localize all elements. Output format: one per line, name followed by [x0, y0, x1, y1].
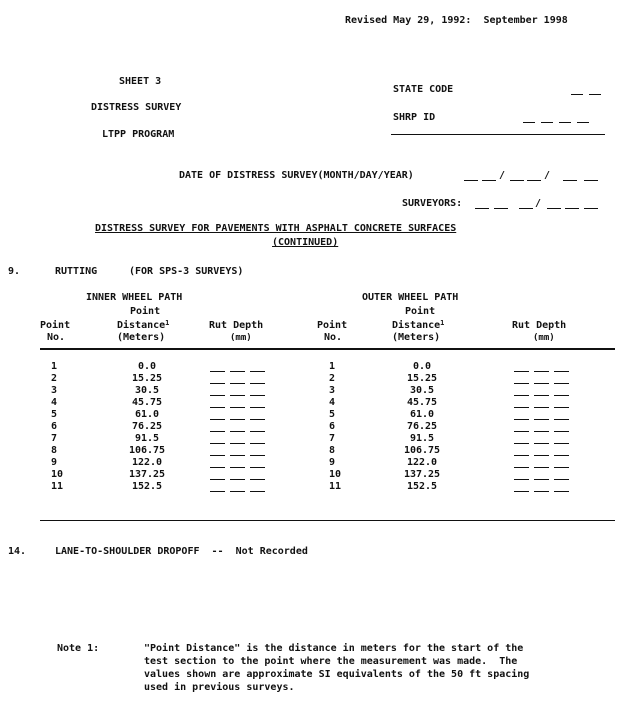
- outer-rut-depth-blank[interactable]: [534, 407, 549, 408]
- inner-point-distance: 0.0: [137, 361, 157, 372]
- outer-rut-depth-blank[interactable]: [514, 419, 529, 420]
- revision-date: Revised May 29, 1992: September 1998: [345, 15, 568, 26]
- footnote-line-2: test section to the point where the measurement was made. The: [144, 656, 518, 667]
- surveyor-sep: /: [535, 198, 542, 209]
- outer-point-distance: 0.0: [412, 361, 432, 372]
- outer-col-dist-3: (Meters): [392, 332, 441, 343]
- inner-col-rut-1: Rut Depth: [209, 320, 264, 331]
- inner-point-no: 11: [51, 481, 64, 492]
- inner-point-no: 9: [51, 457, 58, 468]
- inner-point-distance: 45.75: [131, 397, 163, 408]
- outer-point-no: 6: [329, 421, 336, 432]
- outer-point-no: 3: [329, 385, 336, 396]
- section-9-label: RUTTING: [55, 266, 98, 277]
- outer-rut-depth-blank[interactable]: [534, 419, 549, 420]
- inner-rut-depth-blank[interactable]: [230, 467, 245, 468]
- outer-point-no: 8: [329, 445, 336, 456]
- outer-point-distance: 152.5: [406, 481, 438, 492]
- outer-col-point-no-1: Point: [317, 320, 348, 331]
- inner-rut-depth-blank[interactable]: [250, 443, 265, 444]
- inner-rut-depth-blank[interactable]: [250, 479, 265, 480]
- outer-col-rut-1: Rut Depth: [512, 320, 567, 331]
- outer-col-rut-2: (mm): [533, 333, 555, 343]
- outer-rut-depth-blank[interactable]: [534, 431, 549, 432]
- sheet-number: SHEET 3: [119, 76, 162, 87]
- outer-col-dist-2: Distance$^1$: [392, 319, 445, 331]
- inner-col-point-no-1: Point: [40, 320, 71, 331]
- inner-rut-depth-blank[interactable]: [230, 371, 245, 372]
- inner-rut-depth-blank[interactable]: [250, 383, 265, 384]
- page-title: DISTRESS SURVEY FOR PAVEMENTS WITH ASPHALT CONCRETE SURFACES: [95, 223, 457, 234]
- date-label: DATE OF DISTRESS SURVEY(MONTH/DAY/YEAR): [179, 170, 414, 181]
- inner-rut-depth-blank[interactable]: [230, 443, 245, 444]
- outer-point-no: 2: [329, 373, 336, 384]
- inner-point-distance: 91.5: [134, 433, 160, 444]
- surveyor-2-blank-1[interactable]: [547, 208, 561, 209]
- outer-rut-depth-blank[interactable]: [554, 479, 569, 480]
- inner-col-dist-2: Distance$^1$: [117, 319, 170, 331]
- outer-rut-depth-blank[interactable]: [514, 467, 529, 468]
- date-sep-1: /: [499, 170, 506, 181]
- date-year-blank-2[interactable]: [584, 180, 598, 181]
- date-sep-2: /: [544, 170, 551, 181]
- outer-rut-depth-blank[interactable]: [514, 455, 529, 456]
- inner-rut-depth-blank[interactable]: [250, 455, 265, 456]
- inner-rut-depth-blank[interactable]: [250, 419, 265, 420]
- outer-rut-depth-blank[interactable]: [514, 491, 529, 492]
- inner-rut-depth-blank[interactable]: [210, 383, 225, 384]
- inner-rut-depth-blank[interactable]: [250, 371, 265, 372]
- outer-rut-depth-blank[interactable]: [534, 455, 549, 456]
- date-month-blank-1[interactable]: [464, 180, 478, 181]
- surveyor-1-blank-1[interactable]: [475, 208, 489, 209]
- outer-rut-depth-blank[interactable]: [554, 407, 569, 408]
- inner-rut-depth-blank[interactable]: [230, 383, 245, 384]
- shrp-id-blank-2[interactable]: [541, 122, 553, 123]
- inner-rut-depth-blank[interactable]: [210, 395, 225, 396]
- date-day-blank-1[interactable]: [510, 180, 524, 181]
- surveyor-1-blank-3[interactable]: [519, 208, 533, 209]
- outer-point-no: 11: [329, 481, 342, 492]
- inner-rut-depth-blank[interactable]: [210, 467, 225, 468]
- outer-rut-depth-blank[interactable]: [534, 395, 549, 396]
- outer-point-distance: 76.25: [406, 421, 438, 432]
- section-14-label: LANE-TO-SHOULDER DROPOFF -- Not Recorded: [55, 546, 308, 557]
- table-header-rule: [40, 348, 615, 350]
- outer-point-distance: 91.5: [409, 433, 435, 444]
- inner-rut-depth-blank[interactable]: [210, 371, 225, 372]
- outer-point-no: 10: [329, 469, 342, 480]
- inner-rut-depth-blank[interactable]: [230, 419, 245, 420]
- inner-rut-depth-blank[interactable]: [210, 431, 225, 432]
- outer-rut-depth-blank[interactable]: [534, 383, 549, 384]
- inner-col-dist-1: Point: [130, 306, 161, 317]
- surveyor-2-blank-3[interactable]: [584, 208, 598, 209]
- program-label: LTPP PROGRAM: [102, 129, 175, 140]
- outer-point-distance: 106.75: [403, 445, 441, 456]
- outer-rut-depth-blank[interactable]: [534, 443, 549, 444]
- outer-point-no: 7: [329, 433, 336, 444]
- inner-wheel-path-heading: INNER WHEEL PATH: [86, 292, 183, 303]
- inner-point-distance: 122.0: [131, 457, 163, 468]
- inner-point-distance: 152.5: [131, 481, 163, 492]
- surveyor-2-blank-2[interactable]: [565, 208, 579, 209]
- inner-rut-depth-blank[interactable]: [230, 395, 245, 396]
- outer-rut-depth-blank[interactable]: [554, 395, 569, 396]
- outer-rut-depth-blank[interactable]: [554, 419, 569, 420]
- outer-point-distance: 61.0: [409, 409, 435, 420]
- inner-point-distance: 61.0: [134, 409, 160, 420]
- footnote-label: Note 1:: [57, 643, 100, 654]
- inner-rut-depth-blank[interactable]: [250, 431, 265, 432]
- outer-wheel-path-heading: OUTER WHEEL PATH: [362, 292, 459, 303]
- inner-rut-depth-blank[interactable]: [230, 431, 245, 432]
- inner-point-no: 7: [51, 433, 58, 444]
- inner-rut-depth-blank[interactable]: [250, 395, 265, 396]
- inner-col-point-no-2: No.: [47, 332, 66, 343]
- surveyors-label: SURVEYORS:: [402, 198, 463, 209]
- table-bottom-rule: [40, 520, 615, 521]
- outer-rut-depth-blank[interactable]: [514, 407, 529, 408]
- outer-rut-depth-blank[interactable]: [514, 395, 529, 396]
- shrp-id-blank-3[interactable]: [559, 122, 571, 123]
- shrp-id-blank-1[interactable]: [523, 122, 535, 123]
- date-year-blank-1[interactable]: [563, 180, 577, 181]
- outer-point-distance: 30.5: [409, 385, 435, 396]
- inner-rut-depth-blank[interactable]: [210, 419, 225, 420]
- ids-divider: [391, 134, 605, 135]
- page-subtitle: (CONTINUED): [272, 237, 339, 248]
- inner-rut-depth-blank[interactable]: [250, 491, 265, 492]
- outer-point-distance: 137.25: [403, 469, 441, 480]
- inner-rut-depth-blank[interactable]: [210, 443, 225, 444]
- inner-col-rut-2: (mm): [230, 333, 252, 343]
- inner-point-no: 3: [51, 385, 58, 396]
- outer-point-distance: 15.25: [406, 373, 438, 384]
- footnote-line-3: values shown are approximate SI equivalents of the 50 ft spacing: [144, 669, 530, 680]
- inner-rut-depth-blank[interactable]: [230, 407, 245, 408]
- outer-point-distance: 122.0: [406, 457, 438, 468]
- inner-point-distance: 15.25: [131, 373, 163, 384]
- shrp-id-label: SHRP ID: [393, 112, 436, 123]
- state-code-label: STATE CODE: [393, 84, 454, 95]
- section-9-note: (FOR SPS-3 SURVEYS): [129, 266, 244, 277]
- outer-col-dist-1: Point: [405, 306, 436, 317]
- outer-rut-depth-blank[interactable]: [534, 479, 549, 480]
- outer-rut-depth-blank[interactable]: [554, 467, 569, 468]
- footnote-line-4: used in previous surveys.: [144, 682, 295, 693]
- inner-point-distance: 137.25: [128, 469, 166, 480]
- outer-rut-depth-blank[interactable]: [514, 431, 529, 432]
- outer-point-no: 4: [329, 397, 336, 408]
- inner-rut-depth-blank[interactable]: [210, 479, 225, 480]
- date-day-blank-2[interactable]: [527, 180, 541, 181]
- outer-rut-depth-blank[interactable]: [554, 371, 569, 372]
- inner-rut-depth-blank[interactable]: [230, 455, 245, 456]
- inner-point-no: 8: [51, 445, 58, 456]
- outer-col-point-no-2: No.: [324, 332, 343, 343]
- inner-rut-depth-blank[interactable]: [210, 407, 225, 408]
- outer-rut-depth-blank[interactable]: [554, 431, 569, 432]
- survey-label: DISTRESS SURVEY: [91, 102, 182, 113]
- outer-rut-depth-blank[interactable]: [514, 479, 529, 480]
- footnote-line-1: "Point Distance" is the distance in meters for the start of the: [144, 643, 524, 654]
- outer-point-no: 9: [329, 457, 336, 468]
- inner-point-distance: 106.75: [128, 445, 166, 456]
- surveyor-1-blank-2[interactable]: [494, 208, 508, 209]
- inner-point-no: 10: [51, 469, 64, 480]
- inner-point-no: 4: [51, 397, 58, 408]
- inner-rut-depth-blank[interactable]: [210, 491, 225, 492]
- outer-rut-depth-blank[interactable]: [514, 443, 529, 444]
- state-code-blank-2[interactable]: [589, 94, 601, 95]
- section-14-number: 14.: [8, 546, 27, 557]
- date-month-blank-2[interactable]: [482, 180, 496, 181]
- outer-rut-depth-blank[interactable]: [554, 455, 569, 456]
- outer-point-no: 1: [329, 361, 336, 372]
- outer-point-no: 5: [329, 409, 336, 420]
- inner-col-dist-3: (Meters): [117, 332, 166, 343]
- outer-rut-depth-blank[interactable]: [554, 443, 569, 444]
- section-9-number: 9.: [8, 266, 21, 277]
- inner-rut-depth-blank[interactable]: [210, 455, 225, 456]
- inner-point-distance: 76.25: [131, 421, 163, 432]
- outer-rut-depth-blank[interactable]: [554, 491, 569, 492]
- inner-point-no: 5: [51, 409, 58, 420]
- inner-point-no: 1: [51, 361, 58, 372]
- state-code-blank-1[interactable]: [571, 94, 583, 95]
- inner-point-no: 2: [51, 373, 58, 384]
- outer-rut-depth-blank[interactable]: [514, 371, 529, 372]
- inner-point-no: 6: [51, 421, 58, 432]
- inner-rut-depth-blank[interactable]: [250, 407, 265, 408]
- outer-rut-depth-blank[interactable]: [534, 371, 549, 372]
- shrp-id-blank-4[interactable]: [577, 122, 589, 123]
- outer-rut-depth-blank[interactable]: [534, 467, 549, 468]
- outer-rut-depth-blank[interactable]: [534, 491, 549, 492]
- inner-rut-depth-blank[interactable]: [230, 479, 245, 480]
- inner-point-distance: 30.5: [134, 385, 160, 396]
- outer-rut-depth-blank[interactable]: [514, 383, 529, 384]
- inner-rut-depth-blank[interactable]: [230, 491, 245, 492]
- outer-rut-depth-blank[interactable]: [554, 383, 569, 384]
- inner-rut-depth-blank[interactable]: [250, 467, 265, 468]
- outer-point-distance: 45.75: [406, 397, 438, 408]
